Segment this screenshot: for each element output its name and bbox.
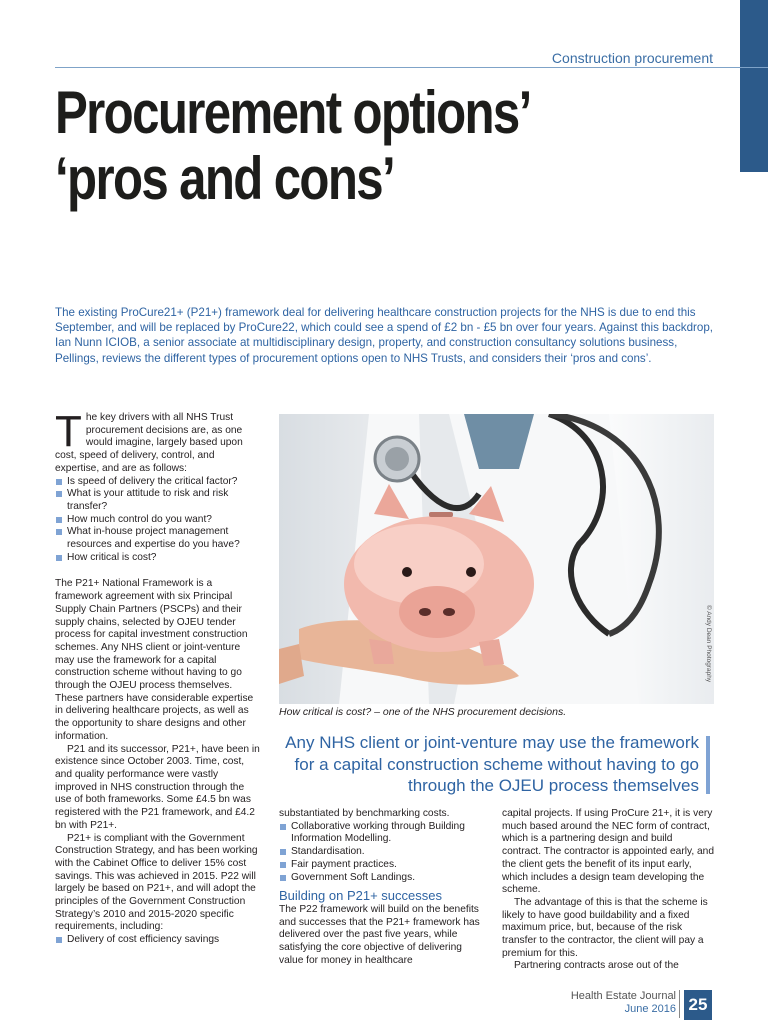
list-item: Government Soft Landings.	[279, 872, 487, 885]
list-item: Standardisation.	[279, 846, 487, 859]
drop-cap: T	[55, 407, 82, 456]
list-item: Fair payment practices.	[279, 859, 487, 872]
drivers-list	[55, 476, 260, 565]
photo-credit: © Andy Dean Photography	[705, 605, 712, 683]
list-item: How critical is cost?	[55, 552, 260, 565]
intro-paragraph	[55, 407, 260, 476]
intro-text: he key drivers with all NHS Trust procurement decisions are, as one would imagine, largely based upon cost, speed of delivery, control, and expertise, and are as follows:	[55, 412, 243, 474]
title-line-1: Procurement options’	[55, 79, 531, 146]
section-label: Construction procurement	[551, 50, 713, 66]
body-paragraph: The P22 framework will build on the benefits and successes that the P21+ framework has delivered over the past five years, while satisfying the core objective of delivering value for money in healthcare	[279, 903, 480, 966]
footer-divider	[679, 990, 680, 1018]
issue-date: June 2016	[624, 1003, 676, 1015]
body-paragraph: substantiated by benchmarking costs.	[279, 808, 450, 819]
subheading: Building on P21+ successes	[279, 888, 442, 904]
body-paragraph: The P21+ National Framework is a framework agreement with six Principal Supply Chain Partners (PSCPs) and their supply chains, selected by OJEU tender process for capital investment construction schemes. Any NHS client or joint-venture may use the framework for a capital construction scheme without having to go through the OJEU process themselves. These partners have considerable expertise in delivering healthcare projects, as well as the opportunity to share designs and other information.	[55, 578, 254, 742]
column-3	[502, 808, 714, 973]
corner-tab	[740, 0, 768, 172]
article-title	[55, 80, 613, 212]
strategy-list	[279, 821, 487, 885]
list-item: Collaborative working through Building Information Modelling.	[279, 821, 487, 846]
list-item: What is your attitude to risk and risk transfer?	[55, 488, 260, 513]
standfirst: The existing ProCure21+ (P21+) framework deal for delivering healthcare construction projects for the NHS is due to end this September, and will be replaced by ProCure22, which could see a spend of £2 bn - £5 bn over four years. Against this backdrop, Ian Nunn ICIOB, a senior associate at multidisciplinary design, property, and construction consultancy solutions business, Pellings, reviews the different types of procurement options open to NHS Trusts, and considers their ‘pros and cons’.	[55, 306, 714, 365]
body-paragraph: The advantage of this is that the scheme is likely to have good buildability and a fixed maximum price, but, because of the risk transfer to the contractor, the client will pay a premium for this.	[502, 896, 708, 959]
list-item: What in-house project management resources and expertise do you have?	[55, 526, 260, 551]
list-item: Delivery of cost efficiency savings	[55, 934, 260, 947]
list-item: Is speed of delivery the critical factor?	[55, 476, 260, 489]
pull-quote-bar	[706, 736, 710, 794]
article-photo	[279, 414, 714, 704]
piggy-bank-illustration	[279, 414, 714, 704]
journal-name: Health Estate Journal	[570, 990, 676, 1002]
column-1	[55, 407, 260, 947]
title-line-2: ‘pros and cons’	[55, 145, 395, 212]
photo-caption: How critical is cost? – one of the NHS procurement decisions.	[279, 706, 567, 718]
list-item: How much control do you want?	[55, 514, 260, 527]
body-paragraph: P21+ is compliant with the Government Construction Strategy, and has been working with the Cabinet Office to deliver 15% cost savings. This was achieved in 2015. P22 will largely be based on P21+, and will adopt the principles of the Government Construction Strategy’s 2010 and 2015-2020 specific requirements, including:	[55, 832, 258, 933]
header-rule	[55, 67, 768, 68]
body-paragraph: Partnering contracts arose out of the	[514, 960, 679, 972]
body-paragraph: P21 and its successor, P21+, have been in existence since October 2003. Time, cost, and quality performance were vastly improved in NHS construction through the use of both frameworks. Some £4.5 bn was registered with the P21 framework, and £4.2 bn with P21+.	[55, 743, 260, 831]
page-number: 25	[684, 990, 712, 1020]
column-2	[279, 808, 487, 967]
pull-quote: Any NHS client or joint-venture may use the framework for a capital construction scheme without having to go through the OJEU process themselves	[285, 733, 699, 795]
body-paragraph: capital projects. If using ProCure 21+, it is very much based around the NEC form of contract, which is a partnering design and build contract. The contractor is appointed early, and the client gets the benefit of its input early, which includes a design team developing the scheme.	[502, 808, 714, 896]
requirements-list	[55, 934, 260, 947]
